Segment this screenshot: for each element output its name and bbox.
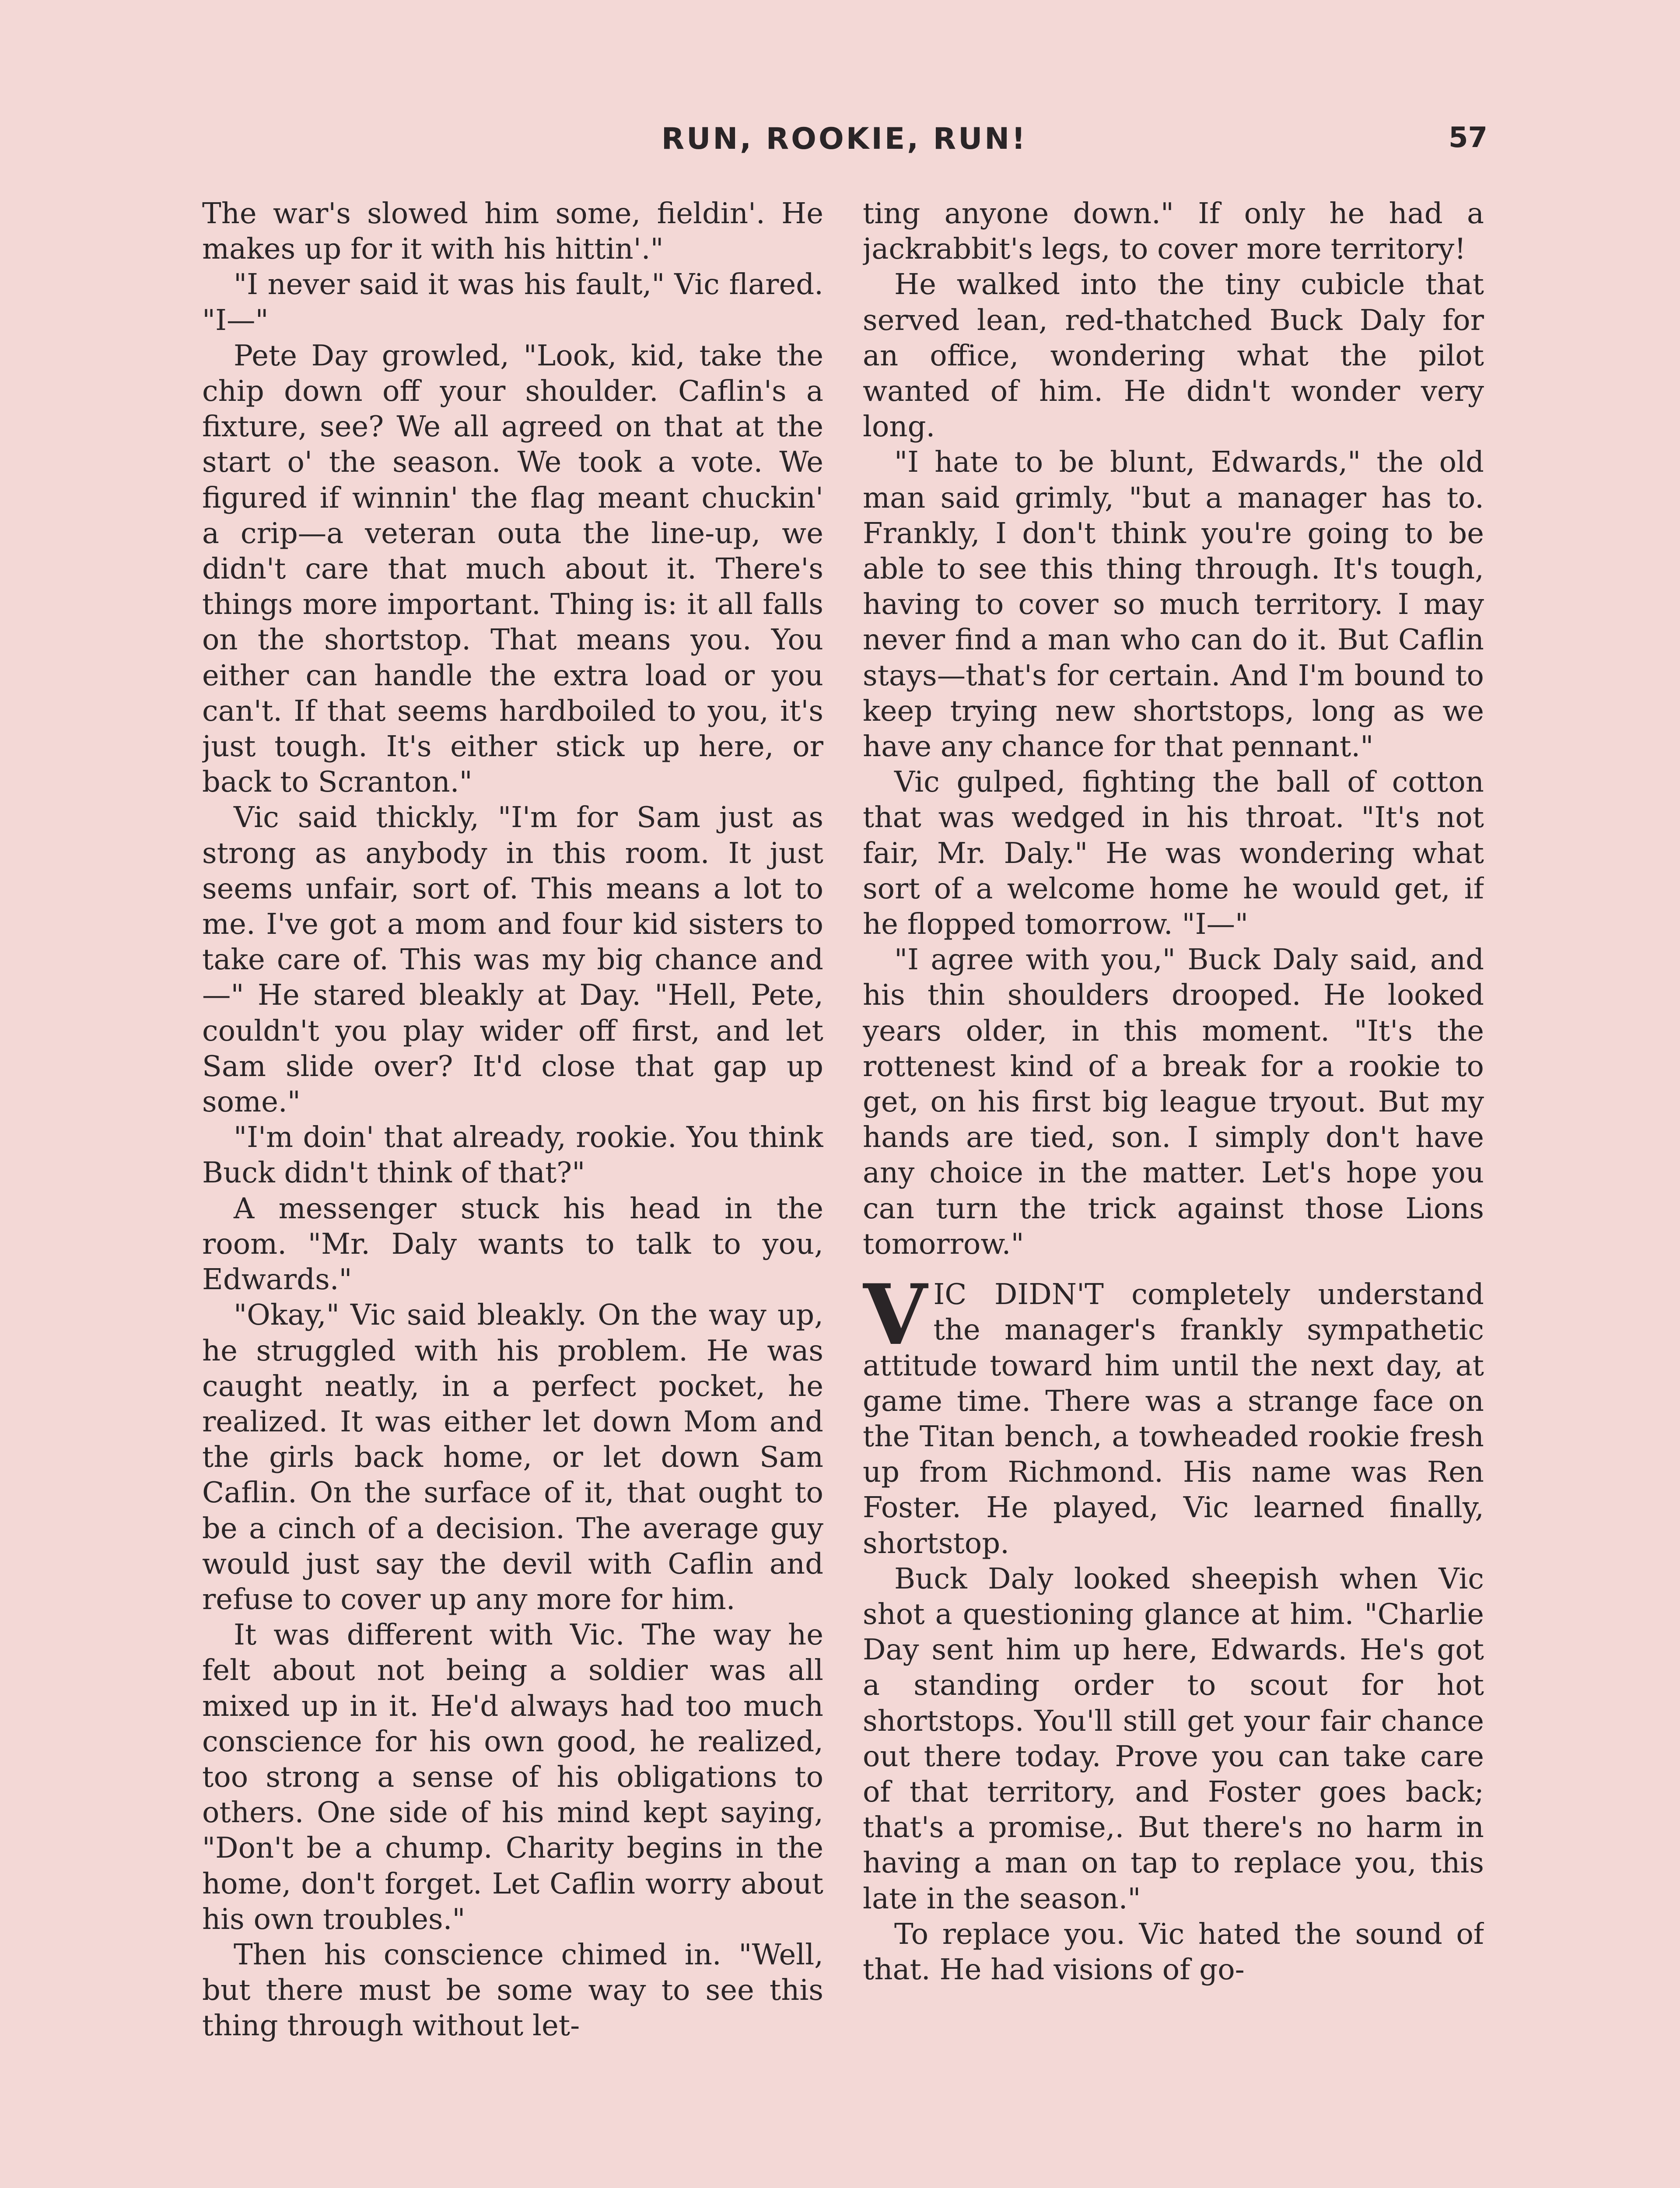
paragraph: Then his conscience chimed in. "Well, but there must be some way to see this thing through without let-	[202, 1938, 823, 2043]
paragraph: Vic said thickly, "I'm for Sam just as strong as anybody in this room. It just seems unfair, sort of. This means a lot to me. I've got a mom and four kid sisters to take care of. This was my big chance and—" He stared bleakly at Day. "Hell, Pete, couldn't you play wider off first, and let Sam slide over? It'd close that gap up some."	[202, 801, 823, 1119]
paragraph: "I hate to be blunt, Edwards," the old man said grimly, "but a manager has to. Frankly, I don't think you're going to be able to see this thing through. It's tough, having to cover so much territory. I may never find a man who can do it. But Caflin stays—that's for certain. And I'm bound to keep trying new shortstops, long as we have any chance for that pennant."	[863, 445, 1484, 764]
left-column	[202, 196, 823, 2188]
section-opening-paragraph	[863, 1266, 1484, 1561]
drop-cap: V	[863, 1266, 928, 1364]
paragraph: Vic gulped, fighting the ball of cotton that was wedged in his throat. "It's not fair, Mr. Daly." He was wondering what sort of a welcome home he would get, if he flopped tomorrow. "I—"	[863, 765, 1484, 941]
paragraph: Pete Day growled, "Look, kid, take the chip down off your shoulder. Caflin's a fixture, see? We all agreed on that at the start o' the season. We took a vote. We figured if winnin' the flag meant chuckin' a crip—a veteran outa the line-up, we didn't care that much about it. There's things more important. Thing is: it all falls on the shortstop. That means you. You either can handle the extra load or you can't. If that seems hardboiled to you, it's just tough. It's either stick up here, or back to Scranton."	[202, 339, 823, 799]
paragraph: "I'm doin' that already, rookie. You think Buck didn't think of that?"	[202, 1121, 823, 1190]
page-number: 57	[1448, 122, 1488, 154]
right-column	[863, 196, 1484, 2188]
paragraph: "I never said it was his fault," Vic flared. "I—"	[202, 268, 823, 337]
section-opening-text: IC DIDN'T completely understand the manager's frankly sympathetic attitude toward him until the next day, at game time. There was a strange face on the Titan bench, a towheaded rookie fresh up from Richmond. His name was Ren Foster. He played, Vic learned finally, shortstop.	[863, 1278, 1484, 1560]
running-title: RUN, ROOKIE, RUN!	[661, 122, 1028, 156]
running-header	[201, 122, 1488, 170]
paragraph: The war's slowed him some, fieldin'. He makes up for it with his hittin'."	[202, 197, 823, 266]
paragraph: "I agree with you," Buck Daly said, and his thin shoulders drooped. He looked years older, in this moment. "It's the rottenest kind of a break for a rookie to get, on his first big league tryout. But my hands are tied, son. I simply don't have any choice in the matter. Let's hope you can turn the trick against those Lions tomorrow."	[863, 943, 1484, 1261]
paragraph: ting anyone down." If only he had a jackrabbit's legs, to cover more territory!	[863, 197, 1484, 266]
paragraph: Buck Daly looked sheepish when Vic shot a questioning glance at him. "Charlie Day sent him up here, Edwards. He's got a standing order to scout for hot shortstops. You'll still get your fair chance out there today. Prove you can take care of that territory, and Foster goes back; that's a promise,. But there's no harm in having a man on tap to replace you, this late in the season."	[863, 1562, 1484, 1915]
paragraph: He walked into the tiny cubicle that served lean, red-thatched Buck Daly for an office, wondering what the pilot wanted of him. He didn't wonder very long.	[863, 268, 1484, 444]
paragraph: "Okay," Vic said bleakly. On the way up, he struggled with his problem. He was caught neatly, in a perfect pocket, he realized. It was either let down Mom and the girls back home, or let down Sam Caflin. On the surface of it, that ought to be a cinch of a decision. The average guy would just say the devil with Caflin and refuse to cover up any more for him.	[202, 1298, 823, 1616]
paragraph: A messenger stuck his head in the room. "Mr. Daly wants to talk to you, Edwards."	[202, 1192, 823, 1297]
paragraph: To replace you. Vic hated the sound of that. He had visions of go-	[863, 1917, 1484, 1986]
paragraph: It was different with Vic. The way he felt about not being a soldier was all mixed up in it. He'd always had too much conscience for his own good, he realized, too strong a sense of his obligations to others. One side of his mind kept saying, "Don't be a chump. Charity begins in the home, don't forget. Let Caflin worry about his own troubles."	[202, 1618, 823, 1936]
